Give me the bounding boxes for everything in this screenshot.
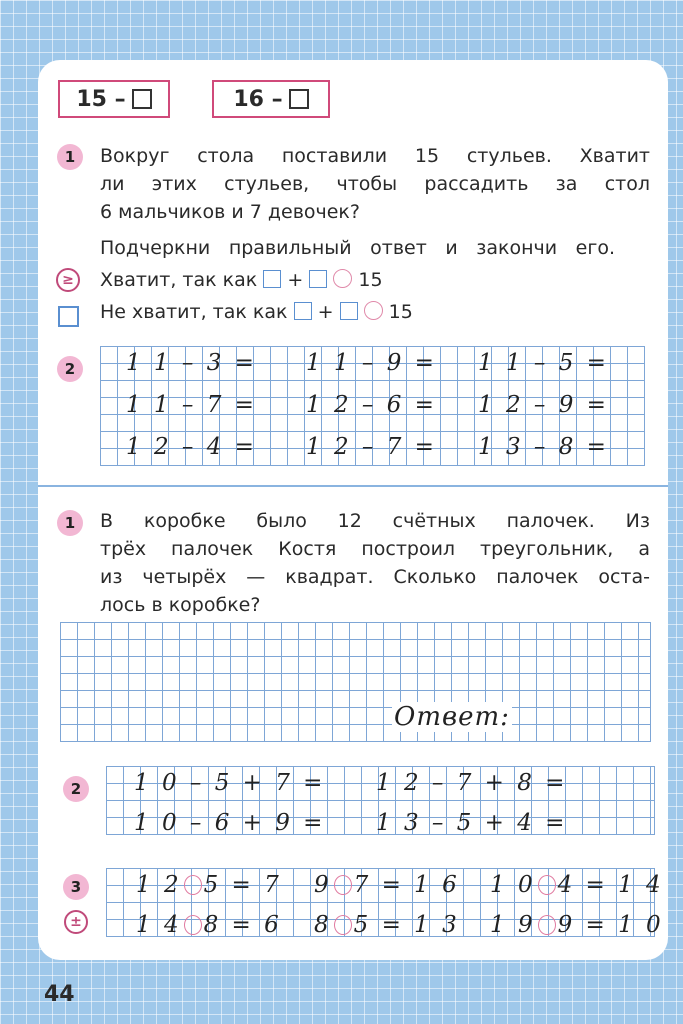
result: 5 = 7 — [203, 872, 282, 898]
exercise: 1 3 – 5 + 4 = — [376, 810, 568, 836]
task1-line2: ли этих стульев, чтобы рассадить за стол — [100, 173, 650, 195]
empty-square-icon — [289, 89, 309, 109]
sign-exercise — [136, 912, 282, 938]
sign-circle-icon[interactable] — [538, 875, 556, 895]
exercise: 1 1 – 5 = — [478, 350, 609, 376]
sign-circle-icon[interactable] — [184, 915, 202, 935]
result: 9 = 1 0 — [557, 912, 664, 938]
exercise: 1 0 – 5 + 7 = — [134, 770, 326, 796]
exercise: 1 2 – 7 + 8 = — [376, 770, 568, 796]
empty-square-icon — [132, 89, 152, 109]
blank-circle-icon[interactable] — [333, 269, 352, 288]
page-number: 44 — [44, 982, 75, 1007]
task1-line3: 6 мальчиков и 7 девочек? — [100, 201, 360, 223]
result: 8 = 6 — [203, 912, 282, 938]
result: 4 = 1 4 — [557, 872, 664, 898]
exercise: 1 2 – 6 = — [306, 392, 437, 418]
task-number-badge: 2 — [63, 776, 89, 802]
task-line: из четырёх — квадрат. Сколько палочек оста- — [100, 566, 650, 588]
exercise: 1 3 – 8 = — [478, 434, 609, 460]
task-line: лось в коробке? — [100, 594, 261, 616]
sign-exercise — [490, 912, 664, 938]
target-number: 15 — [388, 301, 413, 323]
exercise: 1 1 – 7 = — [126, 392, 257, 418]
result: 7 = 1 6 — [353, 872, 460, 898]
answer-option-enough[interactable] — [100, 266, 383, 294]
solution-grid[interactable] — [60, 622, 651, 742]
sign-exercise — [314, 912, 460, 938]
plus-sign: + — [287, 269, 304, 291]
sign-circle-icon[interactable] — [538, 915, 556, 935]
blank-circle-icon[interactable] — [364, 301, 383, 320]
header-box-15-label: 15 – — [76, 86, 126, 112]
compare-icon: ≥ — [56, 268, 80, 292]
blank-square-icon[interactable] — [263, 270, 281, 288]
section-divider — [38, 485, 668, 487]
operand: 1 0 — [490, 872, 536, 898]
option-enough-text: Хватит, так как — [100, 269, 258, 291]
blank-square-icon[interactable] — [340, 302, 358, 320]
task-line: В коробке было 12 счётных палочек. Из — [100, 510, 650, 532]
operand: 1 9 — [490, 912, 536, 938]
exercise: 1 1 – 9 = — [306, 350, 437, 376]
answer-option-not-enough[interactable] — [100, 298, 413, 326]
header-box-15 — [58, 80, 170, 118]
exercise: 1 1 – 3 = — [126, 350, 257, 376]
sign-circle-icon[interactable] — [334, 875, 352, 895]
operand: 9 — [314, 872, 332, 898]
option-not-enough-text: Не хватит, так как — [100, 301, 288, 323]
exercise: 1 2 – 9 = — [478, 392, 609, 418]
result: 5 = 1 3 — [353, 912, 460, 938]
target-number: 15 — [358, 269, 383, 291]
plus-sign: + — [317, 301, 334, 323]
sign-exercise — [490, 872, 664, 898]
header-box-16 — [212, 80, 330, 118]
sign-circle-icon[interactable] — [184, 875, 202, 895]
operand: 1 2 — [136, 872, 182, 898]
operand: 1 4 — [136, 912, 182, 938]
header-box-16-label: 16 – — [233, 86, 283, 112]
sign-exercise — [314, 872, 460, 898]
exercise: 1 2 – 4 = — [126, 434, 257, 460]
sign-exercise — [136, 872, 282, 898]
plus-minus-icon: ± — [64, 910, 88, 934]
task-number-badge: 2 — [57, 356, 83, 382]
task1-line1: Вокруг стола поставили 15 стульев. Хватит — [100, 145, 650, 167]
blank-square-icon[interactable] — [309, 270, 327, 288]
exercise: 1 0 – 6 + 9 = — [134, 810, 326, 836]
blank-square-icon[interactable] — [294, 302, 312, 320]
task-number-badge: 1 — [57, 510, 83, 536]
task-number-badge: 1 — [57, 144, 83, 170]
operand: 8 — [314, 912, 332, 938]
sign-circle-icon[interactable] — [334, 915, 352, 935]
answer-label: Ответ: — [394, 702, 510, 732]
checkbox-square-icon[interactable] — [58, 306, 79, 327]
task-line: трёх палочек Костя построил треугольник, а — [100, 538, 650, 560]
task1-instruction: Подчеркни правильный ответ и закончи его. — [100, 237, 615, 259]
exercise: 1 2 – 7 = — [306, 434, 437, 460]
task-number-badge: 3 — [63, 874, 89, 900]
